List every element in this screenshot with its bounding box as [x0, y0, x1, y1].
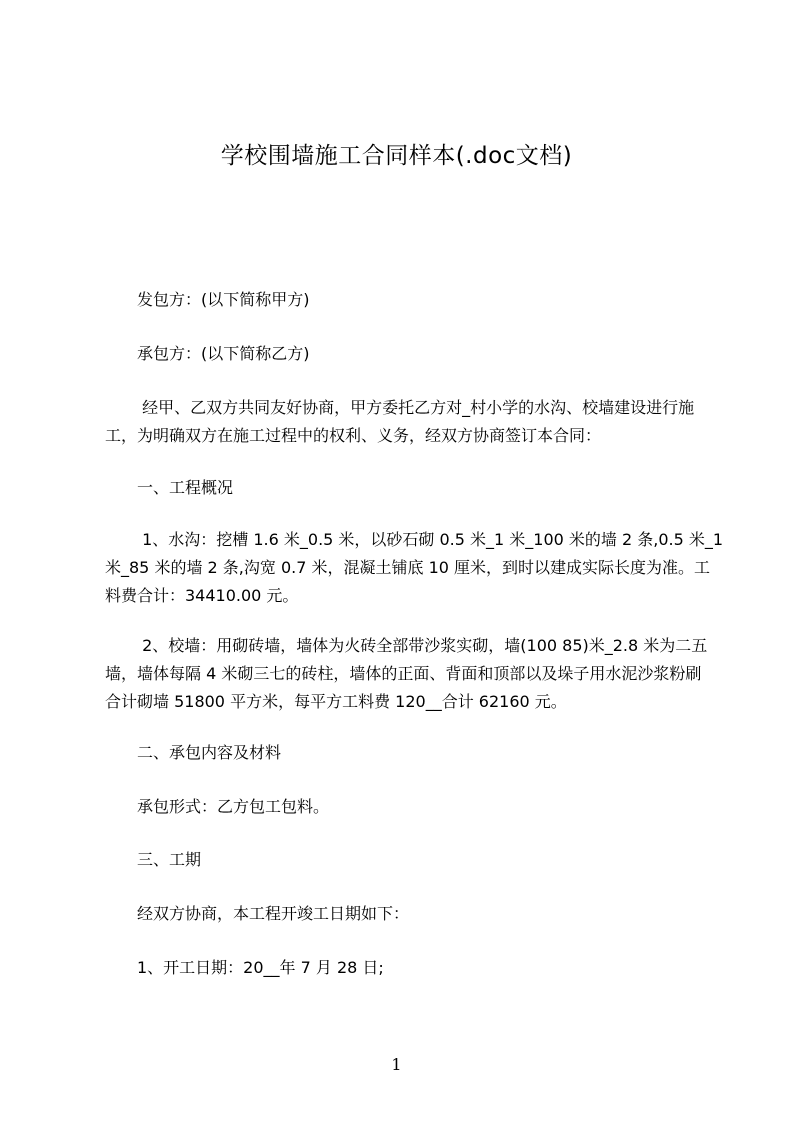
paragraph-issuer: [105, 286, 705, 314]
paragraph-line: 2、校墙：用砌砖墙，墙体为火砖全部带沙浆实砌，墙(100 85)米_2.8 米为二五: [105, 636, 708, 655]
paragraph-line: 承包形式：乙方包工包料。: [105, 797, 330, 816]
paragraph-contractor: [105, 340, 705, 368]
section-heading-schedule: [105, 846, 705, 874]
paragraph-line: 米_85 米的墙 2 条,沟宽 0.7 米，混凝土铺底 10 厘米，到时以建成实际长度为准。工: [105, 558, 711, 577]
paragraph-preamble: [105, 394, 705, 450]
paragraph-line: 料费合计：34410.00 元。: [105, 586, 299, 605]
paragraph-line: 1、水沟：挖槽 1.6 米_0.5 米，以砂石砌 0.5 米_1 米_100 米的墙 2 条,0.5 米_1: [105, 530, 724, 549]
document-title: 学校围墙施工合同样本(.doc文档): [220, 143, 573, 169]
paragraph-line: 承包方：(以下简称乙方): [105, 344, 310, 363]
paragraph-line: 一、工程概况: [105, 478, 234, 497]
paragraph-line: 墙，墙体每隔 4 米砌三七的砖柱，墙体的正面、背面和顶部以及垛子用水泥沙浆粉刷: [105, 664, 702, 683]
paragraph-line: 工，为明确双方在施工过程中的权利、义务，经双方协商签订本合同：: [105, 426, 602, 445]
paragraph-contract-form: [105, 793, 705, 821]
paragraph-schedule-intro: [105, 900, 705, 928]
paragraph-line: 1、开工日期：20__年 7 月 28 日;: [105, 958, 384, 977]
paragraph-ditch: [105, 526, 724, 610]
paragraph-line: 经双方协商，本工程开竣工日期如下：: [105, 904, 410, 923]
paragraph-line: 二、承包内容及材料: [105, 743, 282, 762]
section-heading-overview: [105, 474, 705, 502]
paragraph-line: 合计砌墙 51800 平方米，每平方工料费 120__合计 62160 元。: [105, 692, 567, 711]
paragraph-line: 三、工期: [105, 850, 202, 869]
paragraph-wall: [105, 632, 708, 716]
paragraph-line: 经甲、乙双方共同友好协商，甲方委托乙方对_村小学的水沟、校墙建设进行施: [105, 398, 695, 417]
page-number: 1: [391, 1055, 402, 1074]
paragraph-line: 发包方：(以下简称甲方): [105, 290, 310, 309]
section-heading-scope: [105, 739, 705, 767]
paragraph-start-date: [105, 954, 705, 982]
